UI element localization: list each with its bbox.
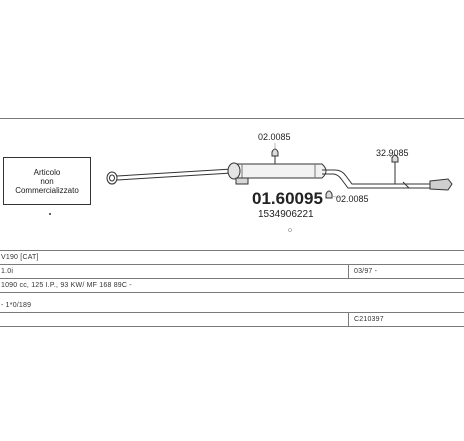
flange-connector [107,172,117,184]
main-part-number: 01.60095 [252,189,323,208]
hanger-clamp-top [272,149,278,164]
divider-row-1 [0,264,464,265]
column-divider [348,264,349,278]
exhaust-diagram [0,118,464,248]
main-part-reference: 1534906221 [258,209,314,220]
clamp-top-label: 02.0085 [258,132,291,142]
divider-row-5 [0,326,464,327]
note-line-3: Commercializzato [15,185,79,195]
note-line-2: non [40,176,54,186]
catalog-code: C210397 [354,316,384,323]
production-date: 03/97 - [354,268,378,275]
divider-row-4 [0,312,464,313]
exhaust-pipe-rear [322,170,430,188]
divider-row-2 [0,278,464,279]
hanger-clamp-right [392,155,398,184]
engine-spec: 1090 cc, 125 I.P., 93 KW/ MF 168 89C - [1,282,132,289]
vehicle-variant: - 1*0/189 [1,302,32,309]
clamp-bottom-label: 02.0085 [336,194,369,204]
divider-row-3 [0,292,464,293]
divider-table-top [0,250,464,251]
hanger-clamp-bottom [326,191,332,198]
engine-type: 1.0i [1,268,14,275]
column-divider-code [348,312,349,326]
clamp-right-label: 32.9085 [376,148,409,158]
note-line-1: Articolo [33,167,61,177]
vehicle-model: V190 [CAT] [1,254,39,261]
silencer-body [228,163,326,184]
exhaust-pipe-front [117,169,232,180]
